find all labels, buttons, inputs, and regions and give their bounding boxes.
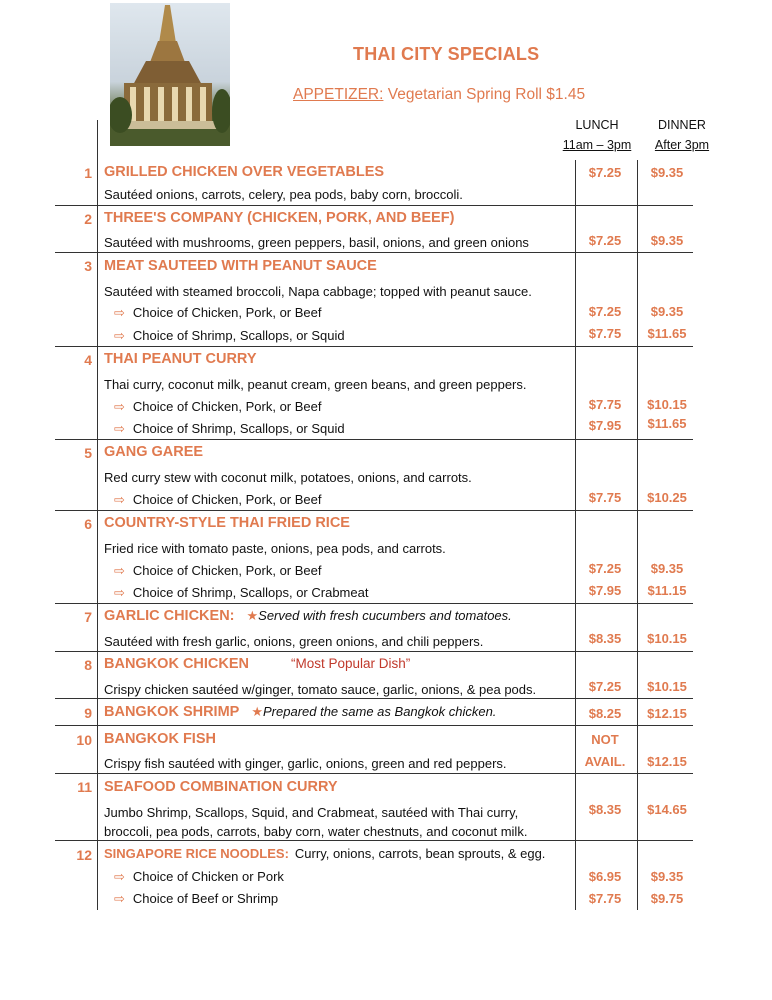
row-divider xyxy=(55,651,693,652)
item-number: 10 xyxy=(76,732,92,748)
item-number: 11 xyxy=(77,779,92,795)
appetizer-label: APPETIZER: xyxy=(293,86,384,103)
dinner-price: $9.75 xyxy=(650,891,684,906)
lunch-price: $7.25 xyxy=(588,233,622,248)
row-divider xyxy=(55,205,693,206)
item-description: Sautéed with mushrooms, green peppers, basil, onions, and green onions xyxy=(104,235,529,250)
choice-row xyxy=(114,891,278,907)
item-description: Crispy chicken sautéed w/ginger, tomato sauce, garlic, onions, & pea pods. xyxy=(104,682,537,697)
item-number: 12 xyxy=(76,847,92,863)
item-number: 6 xyxy=(84,516,92,532)
lunch-price: $6.95 xyxy=(588,869,622,884)
lunch-price: $8.35 xyxy=(588,802,622,817)
item-description-cont: broccoli, pea pods, carrots, baby corn, water chestnuts, and coconut milk. xyxy=(104,824,528,839)
dinner-price: $11.15 xyxy=(647,583,687,598)
star-icon: ★ xyxy=(246,608,259,623)
dinner-price: $12.15 xyxy=(647,754,687,769)
choice-row xyxy=(114,305,322,321)
row-divider xyxy=(55,725,693,726)
lunch-price: $7.75 xyxy=(588,891,622,906)
choice-label: Choice of Beef or Shrimp xyxy=(132,891,279,906)
lunch-label: LUNCH xyxy=(575,118,619,132)
dinner-price: $12.15 xyxy=(647,706,687,721)
item-name: BANGKOK FISH xyxy=(104,731,216,747)
lunch-price: $7.95 xyxy=(588,418,622,433)
item-description: Red curry stew with coconut milk, potatoes, onions, and carrots. xyxy=(104,470,472,485)
dinner-rule xyxy=(637,160,638,910)
row-divider xyxy=(55,346,693,347)
choice-label: Choice of Chicken, Pork, or Beef xyxy=(132,563,322,578)
row-divider xyxy=(55,698,693,699)
lunch-rule xyxy=(575,160,576,910)
left-rule xyxy=(97,120,98,910)
arrow-icon: ⇨ xyxy=(114,869,125,884)
item-name: BANGKOK CHICKEN xyxy=(104,656,249,672)
item-description: Sautéed onions, carrots, celery, pea pods, baby corn, broccoli. xyxy=(104,187,463,202)
arrow-icon: ⇨ xyxy=(114,399,125,414)
dinner-hours: After 3pm xyxy=(654,138,710,152)
lunch-price-note: AVAIL. xyxy=(584,754,626,769)
item-note: Served with fresh cucumbers and tomatoes. xyxy=(258,608,512,623)
item-note: Prepared the same as Bangkok chicken. xyxy=(263,704,497,719)
star-icon: ★ xyxy=(251,704,263,719)
arrow-icon: ⇨ xyxy=(114,421,125,436)
menu-title: THAI CITY SPECIALS xyxy=(353,44,540,64)
lunch-price: $8.25 xyxy=(588,706,622,721)
dinner-price: $9.35 xyxy=(650,561,684,576)
item-number: 2 xyxy=(84,211,92,227)
dinner-price: $10.25 xyxy=(647,490,687,505)
arrow-icon: ⇨ xyxy=(114,563,125,578)
choice-row xyxy=(114,869,284,885)
lunch-price: $7.25 xyxy=(588,304,622,319)
item-description: Crispy fish sautéed with ginger, garlic, onions, green and red peppers. xyxy=(104,756,507,771)
choice-label: Choice of Chicken, Pork, or Beef xyxy=(132,305,322,320)
lunch-price: $7.75 xyxy=(588,490,622,505)
choice-row xyxy=(114,585,368,601)
item-description: Thai curry, coconut milk, peanut cream, green beans, and green peppers. xyxy=(104,377,527,392)
row-divider xyxy=(55,439,693,440)
arrow-icon: ⇨ xyxy=(114,492,125,507)
lunch-price: $7.25 xyxy=(588,165,622,180)
lunch-price: $8.35 xyxy=(588,631,622,646)
item-description: Curry, onions, carrots, bean sprouts, & egg. xyxy=(294,846,546,861)
dinner-price: $10.15 xyxy=(647,631,687,646)
dinner-price: $9.35 xyxy=(650,869,684,884)
item-description: Jumbo Shrimp, Scallops, Squid, and Crabmeat, sautéed with Thai curry, xyxy=(104,805,519,820)
temple-photo xyxy=(110,3,230,146)
item-name: THREE'S COMPANY (CHICKEN, PORK, AND BEEF) xyxy=(104,210,455,226)
arrow-icon: ⇨ xyxy=(114,328,125,343)
arrow-icon: ⇨ xyxy=(114,305,125,320)
item-name: MEAT SAUTEED WITH PEANUT SAUCE xyxy=(104,258,377,274)
choice-label: Choice of Shrimp, Scallops, or Squid xyxy=(132,421,345,436)
item-name-line xyxy=(104,704,496,720)
dinner-price: $10.15 xyxy=(647,679,687,694)
row-divider xyxy=(55,773,693,774)
item-number: 9 xyxy=(84,705,92,721)
dinner-price: $11.65 xyxy=(647,326,687,341)
item-description: Fried rice with tomato paste, onions, pea pods, and carrots. xyxy=(104,541,446,556)
appetizer-line xyxy=(293,86,585,104)
lunch-column-header xyxy=(557,118,637,152)
item-name: THAI PEANUT CURRY xyxy=(104,351,257,367)
item-name: GRILLED CHICKEN OVER VEGETABLES xyxy=(104,164,385,180)
row-divider xyxy=(55,252,693,253)
lunch-price: $7.75 xyxy=(588,326,622,341)
lunch-price: NOT xyxy=(591,732,619,747)
item-name: BANGKOK SHRIMP xyxy=(104,704,240,720)
choice-row xyxy=(114,563,322,579)
dinner-price: $9.35 xyxy=(650,233,684,248)
dinner-price: $11.65 xyxy=(647,416,687,431)
item-name: SEAFOOD COMBINATION CURRY xyxy=(104,779,338,795)
arrow-icon: ⇨ xyxy=(114,891,125,906)
lunch-price: $7.25 xyxy=(588,561,622,576)
dinner-label: DINNER xyxy=(658,118,706,132)
arrow-icon: ⇨ xyxy=(114,585,125,600)
item-number: 3 xyxy=(84,258,92,274)
appetizer-text: Vegetarian Spring Roll $1.45 xyxy=(387,86,586,103)
row-divider xyxy=(55,603,693,604)
item-name-line xyxy=(104,846,545,861)
item-name: GANG GAREE xyxy=(104,444,204,460)
item-number: 8 xyxy=(84,657,92,673)
choice-row xyxy=(114,492,322,508)
dinner-price: $10.15 xyxy=(647,397,687,412)
item-number: 5 xyxy=(84,445,92,461)
dinner-column-header xyxy=(642,118,722,152)
lunch-hours: 11am – 3pm xyxy=(562,138,632,152)
item-name-line xyxy=(104,608,512,624)
dinner-price: $9.35 xyxy=(650,165,684,180)
choice-row xyxy=(114,399,322,415)
lunch-price: $7.75 xyxy=(588,397,622,412)
row-divider xyxy=(55,840,693,841)
choice-row xyxy=(114,328,345,344)
row-divider xyxy=(55,510,693,511)
choice-label: Choice of Shrimp, Scallops, or Crabmeat xyxy=(132,585,369,600)
item-description: Sautéed with steamed broccoli, Napa cabbage; topped with peanut sauce. xyxy=(104,284,532,299)
choice-label: Choice of Chicken, Pork, or Beef xyxy=(132,492,322,507)
choice-label: Choice of Chicken, Pork, or Beef xyxy=(132,399,322,414)
item-name-line xyxy=(104,656,410,672)
item-name: COUNTRY-STYLE THAI FRIED RICE xyxy=(104,515,350,531)
lunch-price: $7.95 xyxy=(588,583,622,598)
choice-label: Choice of Shrimp, Scallops, or Squid xyxy=(132,328,345,343)
item-name: GARLIC CHICKEN: xyxy=(104,608,235,624)
lunch-price: $7.25 xyxy=(588,679,622,694)
item-number: 4 xyxy=(84,352,92,368)
popular-tag: “Most Popular Dish” xyxy=(291,656,411,671)
choice-label: Choice of Chicken or Pork xyxy=(132,869,284,884)
dinner-price: $14.65 xyxy=(647,802,687,817)
dinner-price: $9.35 xyxy=(650,304,684,319)
choice-row xyxy=(114,421,345,437)
item-number: 7 xyxy=(84,609,92,625)
item-number: 1 xyxy=(84,165,92,181)
item-description: Sautéed with fresh garlic, onions, green onions, and chili peppers. xyxy=(104,634,484,649)
item-name: SINGAPORE RICE NOODLES: xyxy=(104,846,289,861)
